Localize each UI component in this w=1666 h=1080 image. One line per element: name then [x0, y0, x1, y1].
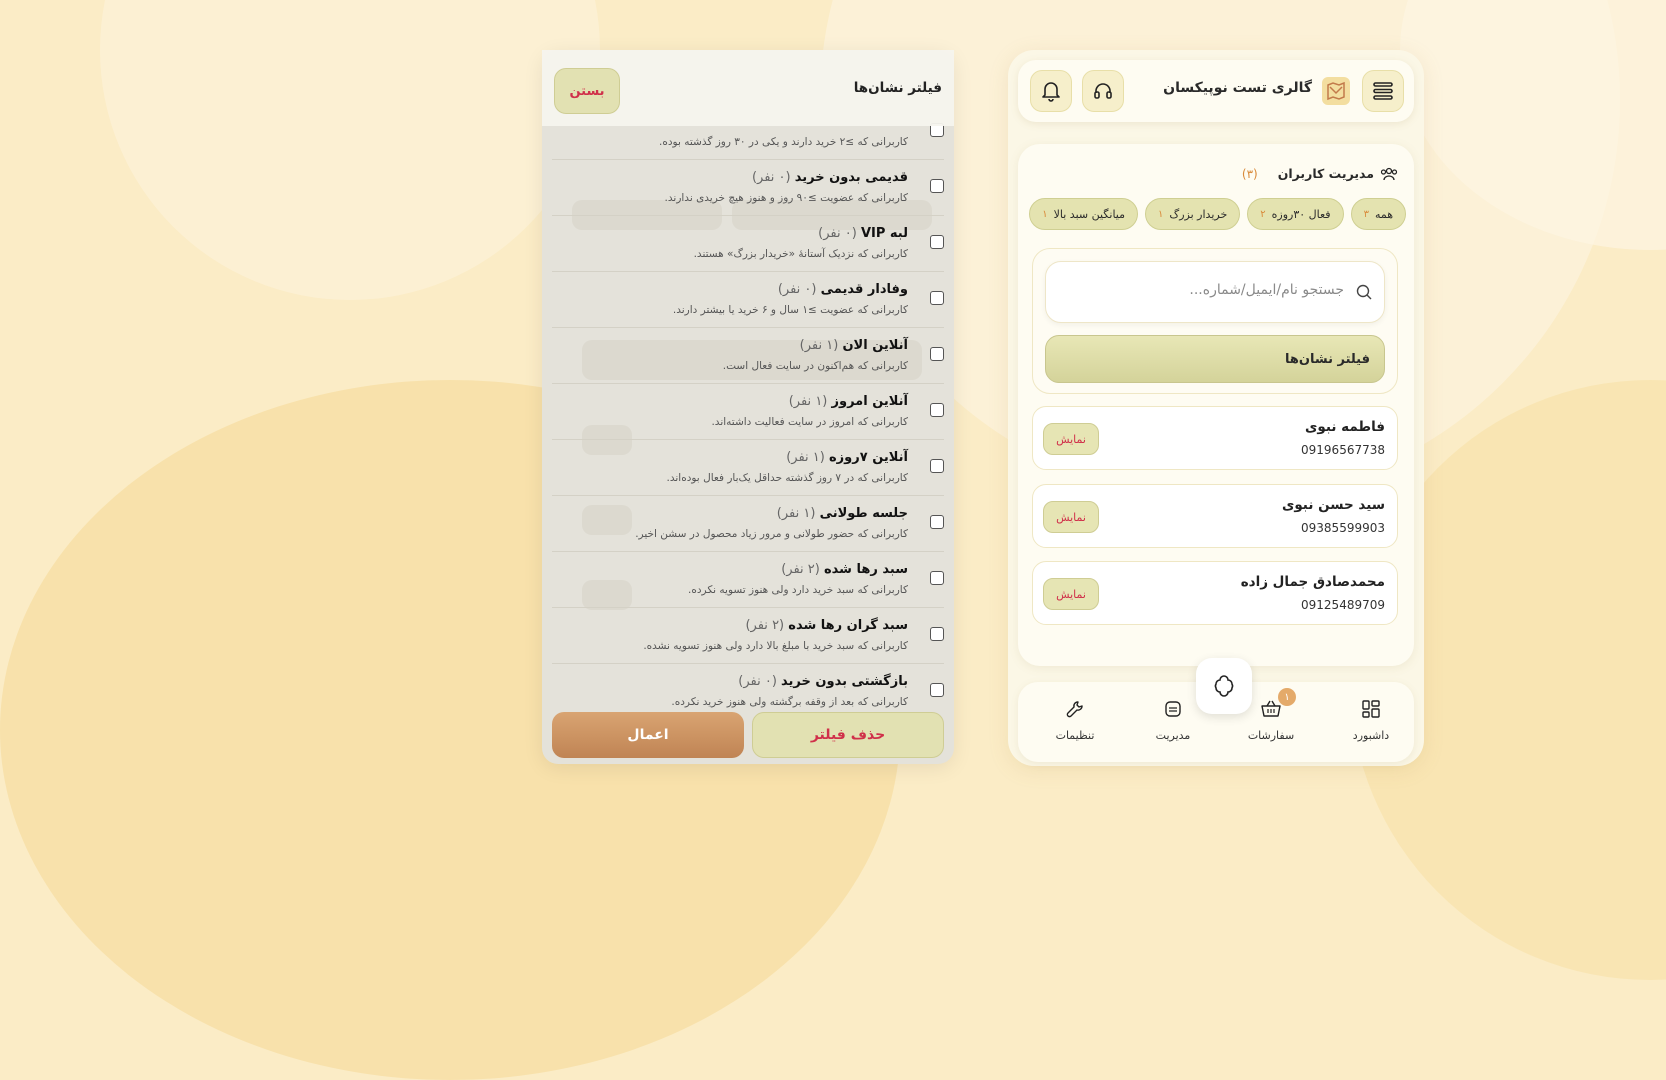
filter-row[interactable] — [552, 160, 944, 216]
filter-checkbox[interactable] — [930, 403, 944, 417]
filter-checkbox[interactable] — [930, 347, 944, 361]
filter-row[interactable] — [552, 552, 944, 608]
search-icon — [1356, 284, 1372, 300]
filter-list — [542, 126, 954, 708]
orders-badge: ۱ — [1278, 688, 1296, 706]
apply-button[interactable]: اعمال — [552, 712, 744, 758]
user-row[interactable] — [1032, 484, 1398, 548]
filter-row[interactable] — [552, 328, 944, 384]
chip-active-30d[interactable]: فعال ۳۰روزه ۲ — [1247, 198, 1343, 230]
filter-sheet-footer — [542, 702, 954, 764]
nav-settings[interactable]: تنظیمات — [1040, 700, 1110, 743]
filter-row[interactable] — [552, 216, 944, 272]
flower-icon — [1211, 673, 1237, 699]
filter-checkbox[interactable] — [930, 683, 944, 697]
dashboard-icon — [1362, 700, 1380, 718]
nav-dashboard[interactable]: داشبورد — [1336, 700, 1406, 743]
search-input[interactable] — [1064, 282, 1344, 298]
user-phone: 09196567738 — [1301, 443, 1385, 457]
search-panel — [1032, 248, 1398, 394]
notifications-button[interactable] — [1030, 70, 1072, 112]
badge-filter-button[interactable]: فیلتر نشان‌ها — [1045, 335, 1385, 383]
management-icon — [1164, 700, 1182, 718]
filter-row[interactable] — [552, 608, 944, 664]
chip-all[interactable]: همه ۳ — [1351, 198, 1406, 230]
filter-description: کاربرانی که عضویت ≥۱ سال و ۶ خرید یا بیشتر دارند. — [672, 304, 908, 316]
filter-checkbox[interactable] — [930, 571, 944, 585]
filter-checkbox[interactable] — [930, 459, 944, 473]
menu-button[interactable] — [1362, 70, 1404, 112]
filter-title: سبد گران رها شده (۲ نفر) — [745, 618, 908, 633]
filter-title: آنلاین ۷روزه (۱ نفر) — [786, 450, 908, 465]
nav-orders[interactable]: ۱ سفارشات — [1236, 700, 1306, 743]
filter-checkbox[interactable] — [930, 291, 944, 305]
filter-sheet-header — [542, 50, 954, 126]
filter-description: کاربرانی که عضویت ≥۹۰ روز و هنوز هیچ خریدی ندارند. — [664, 192, 908, 204]
filter-title: لبه VIP (۰ نفر) — [818, 226, 908, 241]
filter-description: کاربرانی که سبد خرید دارد ولی هنوز تسویه نکرده. — [688, 584, 908, 596]
search-box[interactable] — [1045, 261, 1385, 323]
user-name: سید حسن نبوی — [1281, 497, 1385, 513]
clear-filter-button[interactable]: حذف فیلتر — [752, 712, 944, 758]
filter-description: کاربرانی که حضور طولانی و مرور زیاد محصول در سشن اخیر. — [635, 528, 908, 540]
filter-title: وفادار قدیمی (۰ نفر) — [777, 282, 908, 297]
filter-row[interactable] — [552, 496, 944, 552]
filter-title: جلسه طولانی (۱ نفر) — [776, 506, 908, 521]
app-title: گالری تست نوپیکسان — [1163, 80, 1312, 96]
nav-management[interactable]: مدیریت — [1138, 700, 1208, 743]
filter-description: کاربرانی که امروز در سایت فعالیت داشته‌اند. — [711, 416, 908, 428]
user-row[interactable] — [1032, 406, 1398, 470]
chip-high-basket[interactable]: میانگین سبد بالا ۱ — [1029, 198, 1138, 230]
section-count: (۳) — [1241, 166, 1258, 181]
users-icon — [1380, 167, 1398, 181]
show-button[interactable]: نمایش — [1043, 423, 1099, 455]
filter-description: کاربرانی که هم‌اکنون در سایت فعال است. — [722, 360, 908, 372]
user-name: محمدصادق جمال زاده — [1240, 574, 1385, 590]
filter-checkbox[interactable] — [930, 235, 944, 249]
user-row[interactable] — [1032, 561, 1398, 625]
headset-icon — [1093, 81, 1113, 101]
filter-row[interactable] — [552, 384, 944, 440]
filter-title: بازگشتی بدون خرید (۰ نفر) — [738, 674, 908, 689]
bottom-nav — [1018, 682, 1414, 762]
user-name: فاطمه نبوی — [1305, 419, 1385, 435]
users-card — [1018, 144, 1414, 666]
filter-row[interactable] — [552, 272, 944, 328]
user-phone: 09125489709 — [1301, 598, 1385, 612]
hamburger-icon — [1373, 82, 1393, 100]
filter-sheet — [542, 50, 954, 764]
chip-big-buyer[interactable]: خریدار بزرگ ۱ — [1145, 198, 1240, 230]
app-screen — [1008, 50, 1424, 766]
filter-checkbox[interactable] — [930, 179, 944, 193]
support-button[interactable] — [1082, 70, 1124, 112]
filter-title: سبد رها شده (۲ نفر) — [781, 562, 908, 577]
section-title: مدیریت کاربران — [1277, 166, 1374, 181]
filter-description: کاربرانی که ≥۲ خرید دارند و یکی در ۳۰ روز گذشته بوده. — [659, 136, 908, 148]
filter-checkbox[interactable] — [930, 627, 944, 641]
background — [300, 0, 1666, 768]
basket-icon — [1261, 700, 1281, 718]
filter-description: کاربرانی که نزدیک آستانهٔ «خریدار بزرگ» هستند. — [693, 248, 908, 260]
wrench-icon — [1066, 700, 1084, 718]
show-button[interactable]: نمایش — [1043, 578, 1099, 610]
top-bar — [1018, 60, 1414, 122]
filter-title: آنلاین الان (۱ نفر) — [799, 338, 908, 353]
filter-description: کاربرانی که بعد از وقفه برگشته ولی هنوز خرید نکرده. — [671, 696, 908, 708]
filter-title: قدیمی بدون خرید (۰ نفر) — [751, 170, 908, 185]
bell-icon — [1041, 80, 1061, 102]
filter-title: آنلاین امروز (۱ نفر) — [788, 394, 908, 409]
filter-row[interactable] — [552, 440, 944, 496]
close-button[interactable]: بستن — [554, 68, 620, 114]
show-button[interactable]: نمایش — [1043, 501, 1099, 533]
segment-chips — [1029, 198, 1414, 232]
filter-description: کاربرانی که سبد خرید با مبلغ بالا دارد ولی هنوز تسویه نشده. — [643, 640, 908, 652]
section-header — [1242, 166, 1398, 181]
filter-checkbox[interactable] — [930, 515, 944, 529]
map-logo-icon — [1322, 77, 1350, 105]
user-phone: 09385599903 — [1301, 521, 1385, 535]
filter-description: کاربرانی که در ۷ روز گذشته حداقل یک‌بار فعال بوده‌اند. — [666, 472, 908, 484]
filter-sheet-title: فیلتر نشان‌ها — [853, 80, 942, 96]
